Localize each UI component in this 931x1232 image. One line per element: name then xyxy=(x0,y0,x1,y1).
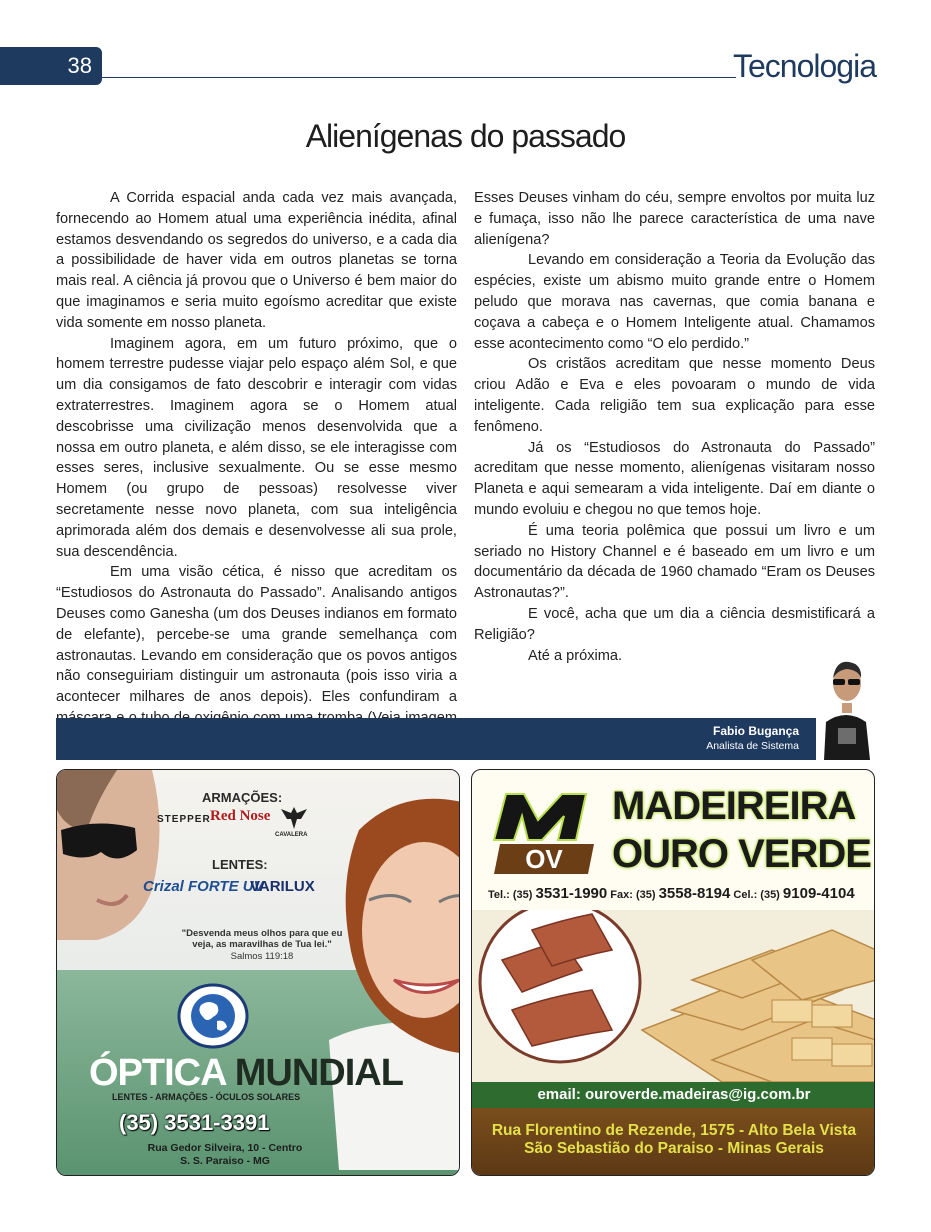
brand-red-nose: Red Nose xyxy=(210,808,271,824)
wood-products-image xyxy=(472,910,875,1082)
brand-cavalera: CAVALERA xyxy=(275,832,308,838)
paragraph: Em uma visão cética, é nisso que acreditam os “Estudiosos do Astronauta do Passado”. Analisando antigos Deuses como Ganesha (um dos Deuses indianos em formato de elefante), percebe-se uma grande semelhança com astronautas. Levando em consideração que os povos antigos não conseguiriam distinguir um astronauta (pois isso viria a acontecer milhares de anos depois). Eles confundiram a xyxy=(56,564,457,706)
madeireira-address-line1: Rua Florentino de Rezende, 1575 - Alto Bela Vista xyxy=(491,1122,857,1139)
paragraph: A Corrida espacial anda cada vez mais avançada, fornecendo ao Homem atual uma experiência inédita, afinal estamos desvendando os segredos do universo, e a cada dia a possibilidade de haver vida em outros planetas se torna mais real. A ciência já provou que o Universo é bem maior do que imaginamos e seria muito egoísmo acreditar que existe vida somente em nosso planeta. xyxy=(56,190,457,331)
madeireira-name-line2: OURO VERDE xyxy=(612,832,871,876)
brand-stepper: STEPPER xyxy=(157,814,211,825)
mov-logo-text: OV xyxy=(525,844,563,874)
brand-varilux: VARILUX xyxy=(250,878,315,895)
header-rule xyxy=(102,77,736,78)
cel-number[interactable]: 9109-4104 xyxy=(782,885,855,902)
ad-madeireira-ouro-verde[interactable] xyxy=(471,769,875,1176)
cavalera-eagle-icon xyxy=(279,805,309,831)
paragraph: E você, acha que um dia a ciência desmistificará a Religião? xyxy=(474,605,875,643)
madeireira-phones xyxy=(488,885,855,902)
madeireira-email[interactable]: email: ouroverde.madeiras@ig.com.br xyxy=(537,1086,811,1103)
woman-sunglasses-image xyxy=(57,770,167,940)
optica-tagline: LENTES - ARMAÇÕES - ÓCULOS SOLARES xyxy=(112,1092,301,1102)
fax-label: Fax: (35) xyxy=(610,889,656,901)
brand-crizal: Crizal FORTE UV xyxy=(143,878,264,895)
optica-phone[interactable]: (35) 3531-3391 xyxy=(119,1110,270,1135)
optica-address xyxy=(115,1142,335,1168)
paragraph: Imaginem agora, em um futuro próximo, que o homem terrestre pudesse viajar pelo espaço além Sol, e que um dia consigamos de fato descobrir e interagir com vidas extraterrestres. Imaginem agora se o Homem atual descobrisse uma civilização menos desenvolvida que a nossa em outro planeta, e além disso, se ele interagisse com esses seres, inclusive sexualmente. Ou se esse mesmo Homem (ou grupo de pessoas) resolvesse viver secretamente nesse novo planeta, com sua inteligência aprimorada além dos demais e desenvolvesse ali sua prole, sua descendência. xyxy=(56,335,457,560)
ad-optica-mundial[interactable] xyxy=(56,769,460,1176)
smiling-woman-image xyxy=(299,790,460,1170)
author-photo xyxy=(816,650,876,760)
article-column-left xyxy=(56,188,457,750)
paragraph: Os cristãos acreditam que nesse momento Deus criou Adão e Eva e eles povoaram o mundo de vida inteligente. Cada religião tem sua explicação para esse fenômeno. xyxy=(474,356,875,435)
section-title: Tecnologia xyxy=(733,48,876,84)
optica-name-part2: MUNDIAL xyxy=(234,1052,403,1094)
optica-address-line1: Rua Gedor Silveira, 10 - Centro xyxy=(147,1142,303,1154)
bible-quote: "Desvenda meus olhos para que eu veja, as maravilhas de Tua lei." xyxy=(181,928,343,950)
bible-reference: Salmos 119:18 xyxy=(230,951,294,962)
optica-name-part1: ÓPTICA xyxy=(89,1052,235,1094)
paragraph: Já os “Estudiosos do Astronauta do Passado” acreditam que nesse momento, alienígenas visitaram nosso Planeta e aqui semearam a vida inteligente. Daí em diante o mundo evoluiu e chegou no que temos hoje. xyxy=(474,439,875,518)
paragraph: Até a próxima. xyxy=(528,647,623,664)
page-number: 38 xyxy=(0,47,102,85)
paragraph: Levando em consideração a Teoria da Evolução das espécies, existe um abismo muito grande entre o Homem peludo que morava nas cavernas, que comia banana e coçava a cabeça e o Homem Inteligente atual. Chamamos esse acontecimento como “O elo perdido.” xyxy=(474,252,875,352)
mov-logo xyxy=(490,790,600,876)
globe-icon xyxy=(177,983,249,1049)
optica-name xyxy=(89,1052,403,1095)
tel-label: Tel.: (35) xyxy=(488,889,533,901)
article-title: Alienígenas do passado xyxy=(305,118,626,154)
madeireira-address xyxy=(472,1122,875,1158)
fax-number[interactable]: 3558-8194 xyxy=(658,885,731,902)
cel-label: Cel.: (35) xyxy=(733,889,780,901)
madeireira-name-line1: MADEIREIRA xyxy=(612,784,856,828)
paragraph: Esses Deuses vinham do céu, sempre envoltos por muita luz e fumaça, isso não lhe parece característica de uma nave alienígena? xyxy=(474,190,875,248)
optica-address-line2: S. S. Paraiso - MG xyxy=(180,1155,270,1167)
frames-label: ARMAÇÕES: xyxy=(202,790,283,805)
author-role: Analista de Sistema xyxy=(706,740,799,752)
lenses-label: LENTES: xyxy=(212,857,268,872)
tel-number[interactable]: 3531-1990 xyxy=(535,885,608,902)
article-column-right xyxy=(474,188,875,666)
paragraph: É uma teoria polêmica que possui um livro e um seriado no History Channel e é baseado em um livro e um documentário da década de 1960 chamado “Eram os Deuses Astronautas?”. xyxy=(474,522,875,602)
author-name: Fabio Bugança xyxy=(712,724,799,738)
madeireira-address-line2: São Sebastião do Paraiso - Minas Gerais xyxy=(524,1140,824,1157)
